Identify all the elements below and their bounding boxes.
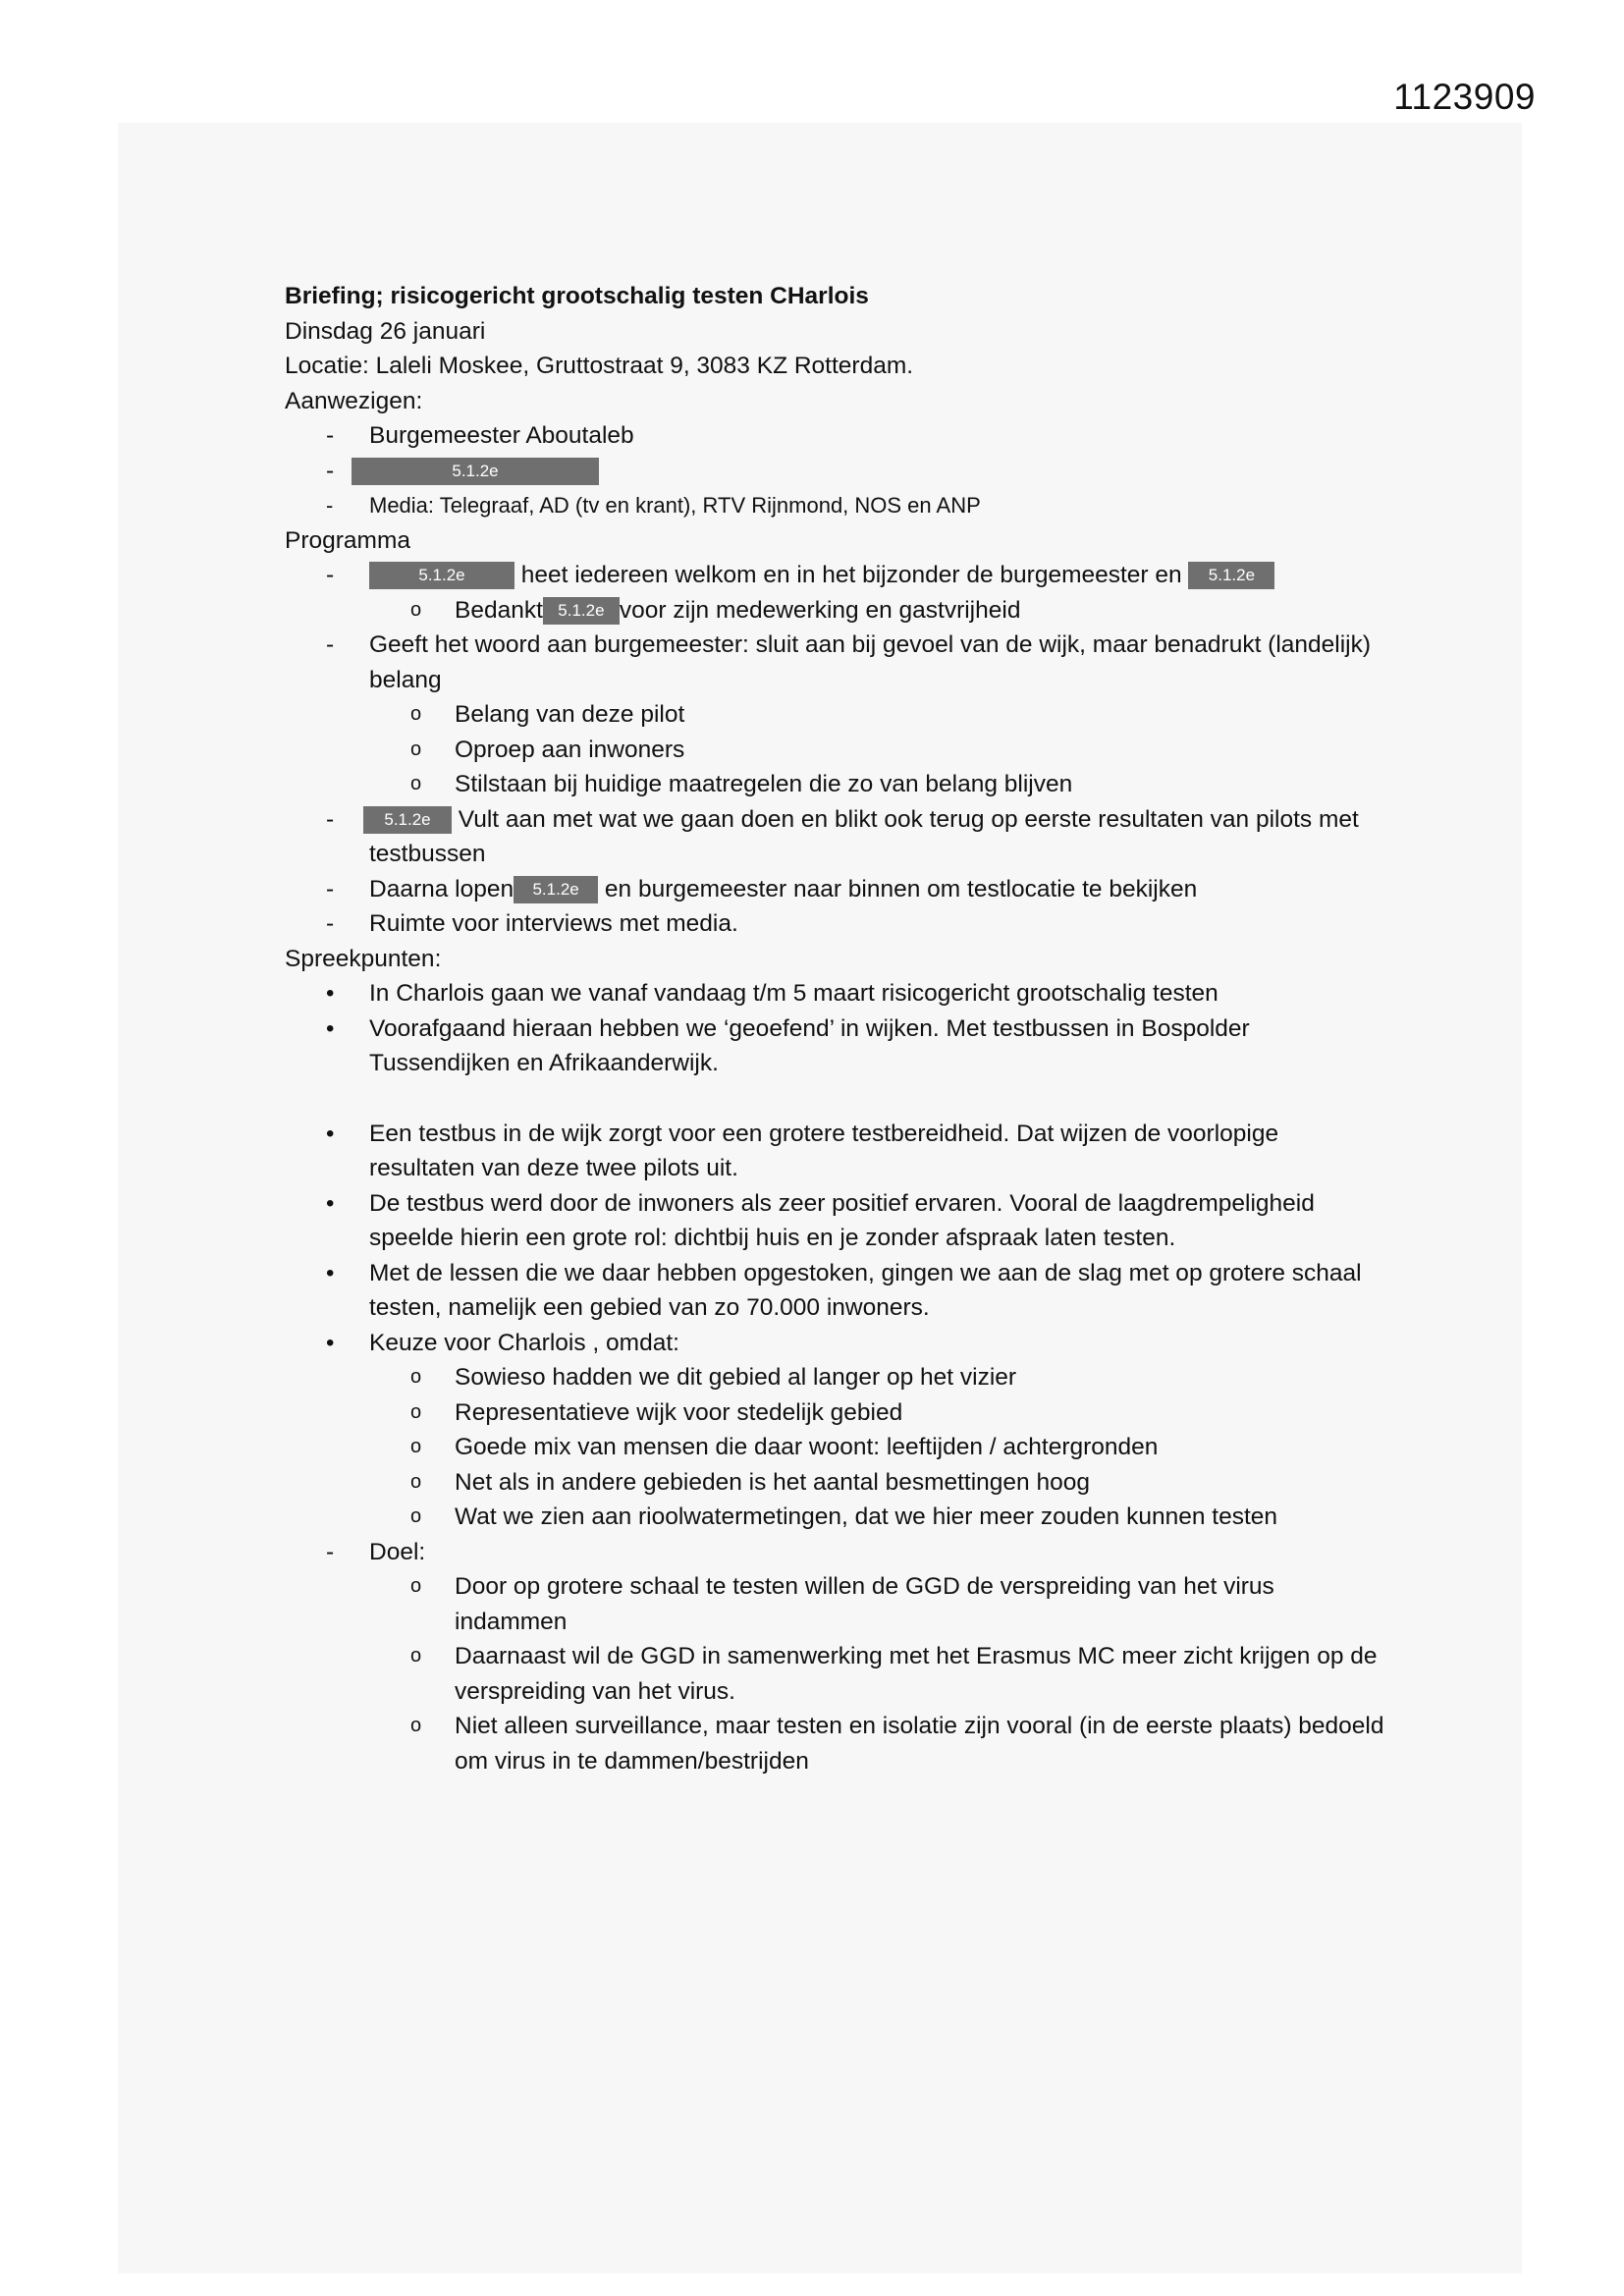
- circle-marker: o: [410, 1505, 422, 1527]
- program-item: [285, 872, 1384, 907]
- dash-marker: -: [326, 910, 335, 937]
- circle-marker: o: [410, 773, 422, 794]
- circle-marker: o: [410, 1366, 422, 1388]
- talking-subpoint: [285, 1395, 1384, 1431]
- talking-subpoint: [285, 1639, 1384, 1709]
- talking-point-text: Representatieve wijk voor stedelijk gebied: [455, 1398, 903, 1426]
- document-number: 1123909: [1393, 77, 1536, 117]
- program-text: Stilstaan bij huidige maatregelen die zo van belang blijven: [455, 771, 1073, 797]
- talking-point-text: Door op grotere schaal te testen willen de GGD de verspreiding van het virus indammen: [455, 1573, 1274, 1635]
- program-item: [285, 906, 1384, 942]
- talking-point: [285, 1186, 1384, 1256]
- dash-marker: -: [326, 562, 335, 588]
- redaction-box: 5.1.2e: [543, 597, 620, 625]
- circle-marker: o: [410, 598, 422, 621]
- bullet-marker: •: [326, 980, 335, 1007]
- talking-subpoint: [285, 1569, 1384, 1639]
- talking-subpoint: [285, 1360, 1384, 1395]
- dash-marker: -: [326, 422, 335, 449]
- meeting-date: Dinsdag 26 januari: [285, 317, 486, 345]
- redaction-box: 5.1.2e: [363, 806, 452, 834]
- attendee-item: [285, 454, 1384, 489]
- dash-marker: -: [326, 1538, 335, 1565]
- talking-point-text: Net als in andere gebieden is het aantal besmettingen hoog: [455, 1468, 1090, 1496]
- attendees-heading: Aanwezigen:: [285, 387, 423, 414]
- dash-marker: -: [326, 805, 335, 833]
- program-text: voor zijn medewerking en gastvrijheid: [619, 596, 1021, 624]
- circle-marker: o: [410, 1575, 422, 1597]
- dash-marker: -: [326, 457, 335, 484]
- spacer: [285, 1081, 1384, 1117]
- talking-point-text: De testbus werd door de inwoners als zeer positief ervaren. Vooral de laagdrempeligheid speelde hierin een grote rol: dichtbij huis en je zonder afspraak laten testen.: [369, 1189, 1315, 1251]
- program-item: [285, 558, 1384, 593]
- dash-marker: -: [326, 875, 335, 902]
- talking-point-text: Een testbus in de wijk zorgt voor een grotere testbereidheid. Dat wijzen de voorlopige resultaten van deze twee pilots uit.: [369, 1120, 1279, 1181]
- talking-point-text: Sowieso hadden we dit gebied al langer op het vizier: [455, 1364, 1017, 1391]
- bullet-marker: •: [326, 1189, 335, 1217]
- talking-point: [285, 1326, 1384, 1361]
- program-heading: Programma: [285, 526, 410, 554]
- talking-point-text: Wat we zien aan rioolwatermetingen, dat we hier meer zouden kunnen testen: [455, 1503, 1278, 1530]
- program-text: en burgemeester naar binnen om testlocatie te bekijken: [598, 875, 1198, 902]
- bullet-marker: •: [326, 1120, 335, 1147]
- circle-marker: o: [410, 1715, 422, 1736]
- talking-point: [285, 1256, 1384, 1326]
- talking-subpoint: [285, 1430, 1384, 1465]
- bullet-marker: •: [326, 1259, 335, 1286]
- program-text: Ruimte voor interviews met media.: [369, 910, 738, 937]
- talking-subpoint: [285, 1465, 1384, 1501]
- talking-points-heading: Spreekpunten:: [285, 945, 442, 972]
- talking-point-text: Doel:: [369, 1538, 426, 1565]
- meeting-location: Locatie: Laleli Moskee, Gruttostraat 9, 3083 KZ Rotterdam.: [285, 353, 914, 379]
- program-text: Belang van deze pilot: [455, 701, 685, 728]
- talking-point-text: Voorafgaand hieraan hebben we ‘geoefend’ in wijken. Met testbussen in Bospolder Tussendijken en Afrikaanderwijk.: [369, 1014, 1250, 1076]
- talking-point-text: Niet alleen surveillance, maar testen en isolatie zijn vooral (in de eerste plaats) bedoeld om virus in te dammen/bestrijden: [455, 1713, 1384, 1775]
- circle-marker: o: [410, 703, 422, 725]
- program-subitem: [285, 593, 1384, 629]
- talking-point: [285, 976, 1384, 1011]
- talking-point: [285, 1535, 1384, 1570]
- talking-subpoint: [285, 1500, 1384, 1535]
- circle-marker: o: [410, 738, 422, 760]
- talking-point-text: Met de lessen die we daar hebben opgestoken, gingen we aan de slag met op grotere schaal testen, namelijk een gebied van zo 70.000 inwoners.: [369, 1259, 1362, 1321]
- program-subitem: [285, 767, 1384, 802]
- circle-marker: o: [410, 1470, 422, 1493]
- document-title: Briefing; risicogericht grootschalig testen CHarlois: [285, 283, 869, 309]
- program-text: Geeft het woord aan burgemeester: sluit aan bij gevoel van de wijk, maar benadrukt (landelijk) belang: [369, 631, 1372, 693]
- document-body: [285, 279, 1384, 1778]
- circle-marker: o: [410, 1400, 422, 1423]
- program-item: [285, 802, 1384, 872]
- program-text: heet iedereen welkom en in het bijzonder de burgemeester en: [514, 562, 1182, 588]
- redaction-box: 5.1.2e: [514, 876, 598, 903]
- program-subitem: [285, 733, 1384, 768]
- attendee-text: Media: Telegraaf, AD (tv en krant), RTV Rijnmond, NOS en ANP: [369, 493, 981, 518]
- redaction-box: 5.1.2e: [352, 458, 599, 485]
- dash-marker: -: [326, 493, 334, 518]
- talking-point-text: Daarnaast wil de GGD in samenwerking met het Erasmus MC meer zicht krijgen op de verspreiding van het virus.: [455, 1643, 1378, 1705]
- redaction-box: 5.1.2e: [369, 562, 514, 589]
- bullet-marker: •: [326, 1014, 335, 1042]
- program-text: Oproep aan inwoners: [455, 736, 685, 763]
- bullet-marker: •: [326, 1329, 335, 1356]
- attendee-item: [285, 488, 1384, 523]
- talking-point-text: In Charlois gaan we vanaf vandaag t/m 5 maart risicogericht grootschalig testen: [369, 980, 1218, 1007]
- program-text: Bedankt: [455, 596, 543, 624]
- program-text: Daarna lopen: [369, 875, 514, 902]
- talking-point: [285, 1117, 1384, 1186]
- talking-subpoint: [285, 1709, 1384, 1778]
- program-item: [285, 628, 1384, 697]
- circle-marker: o: [410, 1436, 422, 1457]
- program-text: Vult aan met wat we gaan doen en blikt ook terug op eerste resultaten van pilots met testbussen: [369, 805, 1359, 867]
- dash-marker: -: [326, 631, 335, 658]
- circle-marker: o: [410, 1645, 422, 1667]
- attendee-text: Burgemeester Aboutaleb: [369, 422, 634, 449]
- talking-point: [285, 1011, 1384, 1081]
- talking-point-text: Goede mix van mensen die daar woont: leeftijden / achtergronden: [455, 1434, 1159, 1460]
- redaction-box: 5.1.2e: [1188, 562, 1274, 589]
- attendee-item: [285, 418, 1384, 454]
- talking-point-text: Keuze voor Charlois , omdat:: [369, 1329, 679, 1356]
- program-subitem: [285, 697, 1384, 733]
